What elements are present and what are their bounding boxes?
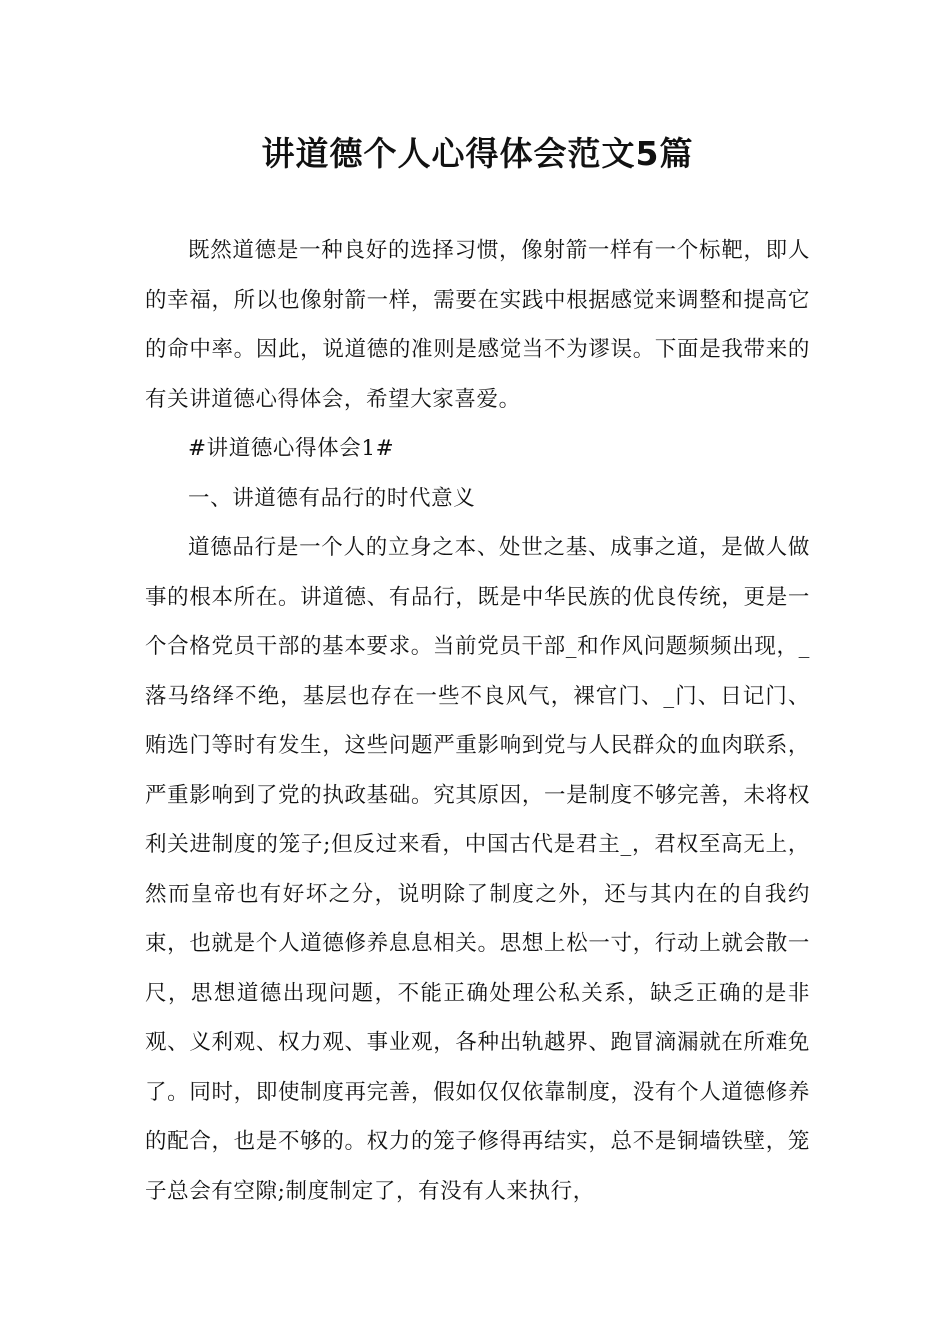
body-paragraph: 道德品行是一个人的立身之本、处世之基、成事之道，是做人做事的根本所在。讲道德、有品行，既是中华民族的优良传统，更是一个合格党员干部的基本要求。当前党员干部_和作风问题频频出现，_落马络绎不绝，基层也存在一些不良风气，裸官门、_门、日记门、贿选门等时有发生，这些问题严重影响到党与人民群众的血肉联系，严重影响到了党的执政基础。究其原因，一是制度不够完善，未将权利关进制度的笼子;但反过来看，中国古代是君主_，君权至高无上，然而皇帝也有好坏之分，说明除了制度之外，还与其内在的自我约束，也就是个人道德修养息息相关。思想上松一寸，行动上就会散一尺，思想道德出现问题，不能正确处理公私关系，缺乏正确的是非观、义利观、权力观、事业观，各种出轨越界、跑冒滴漏就在所难免了。同时，即使制度再完善，假如仅仅依靠制度，没有个人道德修养的配合，也是不够的。权力的笼子修得再结实，总不是铜墙铁壁，笼子总会有空隙;制度制定了，有没有人来执行， — [145, 535, 810, 1204]
intro-paragraph: 既然道德是一种良好的选择习惯，像射箭一样有一个标靶，即人的幸福，所以也像射箭一样，需要在实践中根据感觉来调整和提高它的命中率。因此，说道德的准则是感觉当不为谬误。下面是我带来的有关讲道德心得体会，希望大家喜爱。 — [145, 238, 810, 412]
document-title: 讲道德个人心得体会范文5篇 — [261, 134, 694, 173]
section-marker: #讲道德心得体会1# — [188, 436, 395, 461]
section-heading: 一、讲道德有品行的时代意义 — [188, 485, 476, 511]
document-body — [145, 226, 810, 1216]
